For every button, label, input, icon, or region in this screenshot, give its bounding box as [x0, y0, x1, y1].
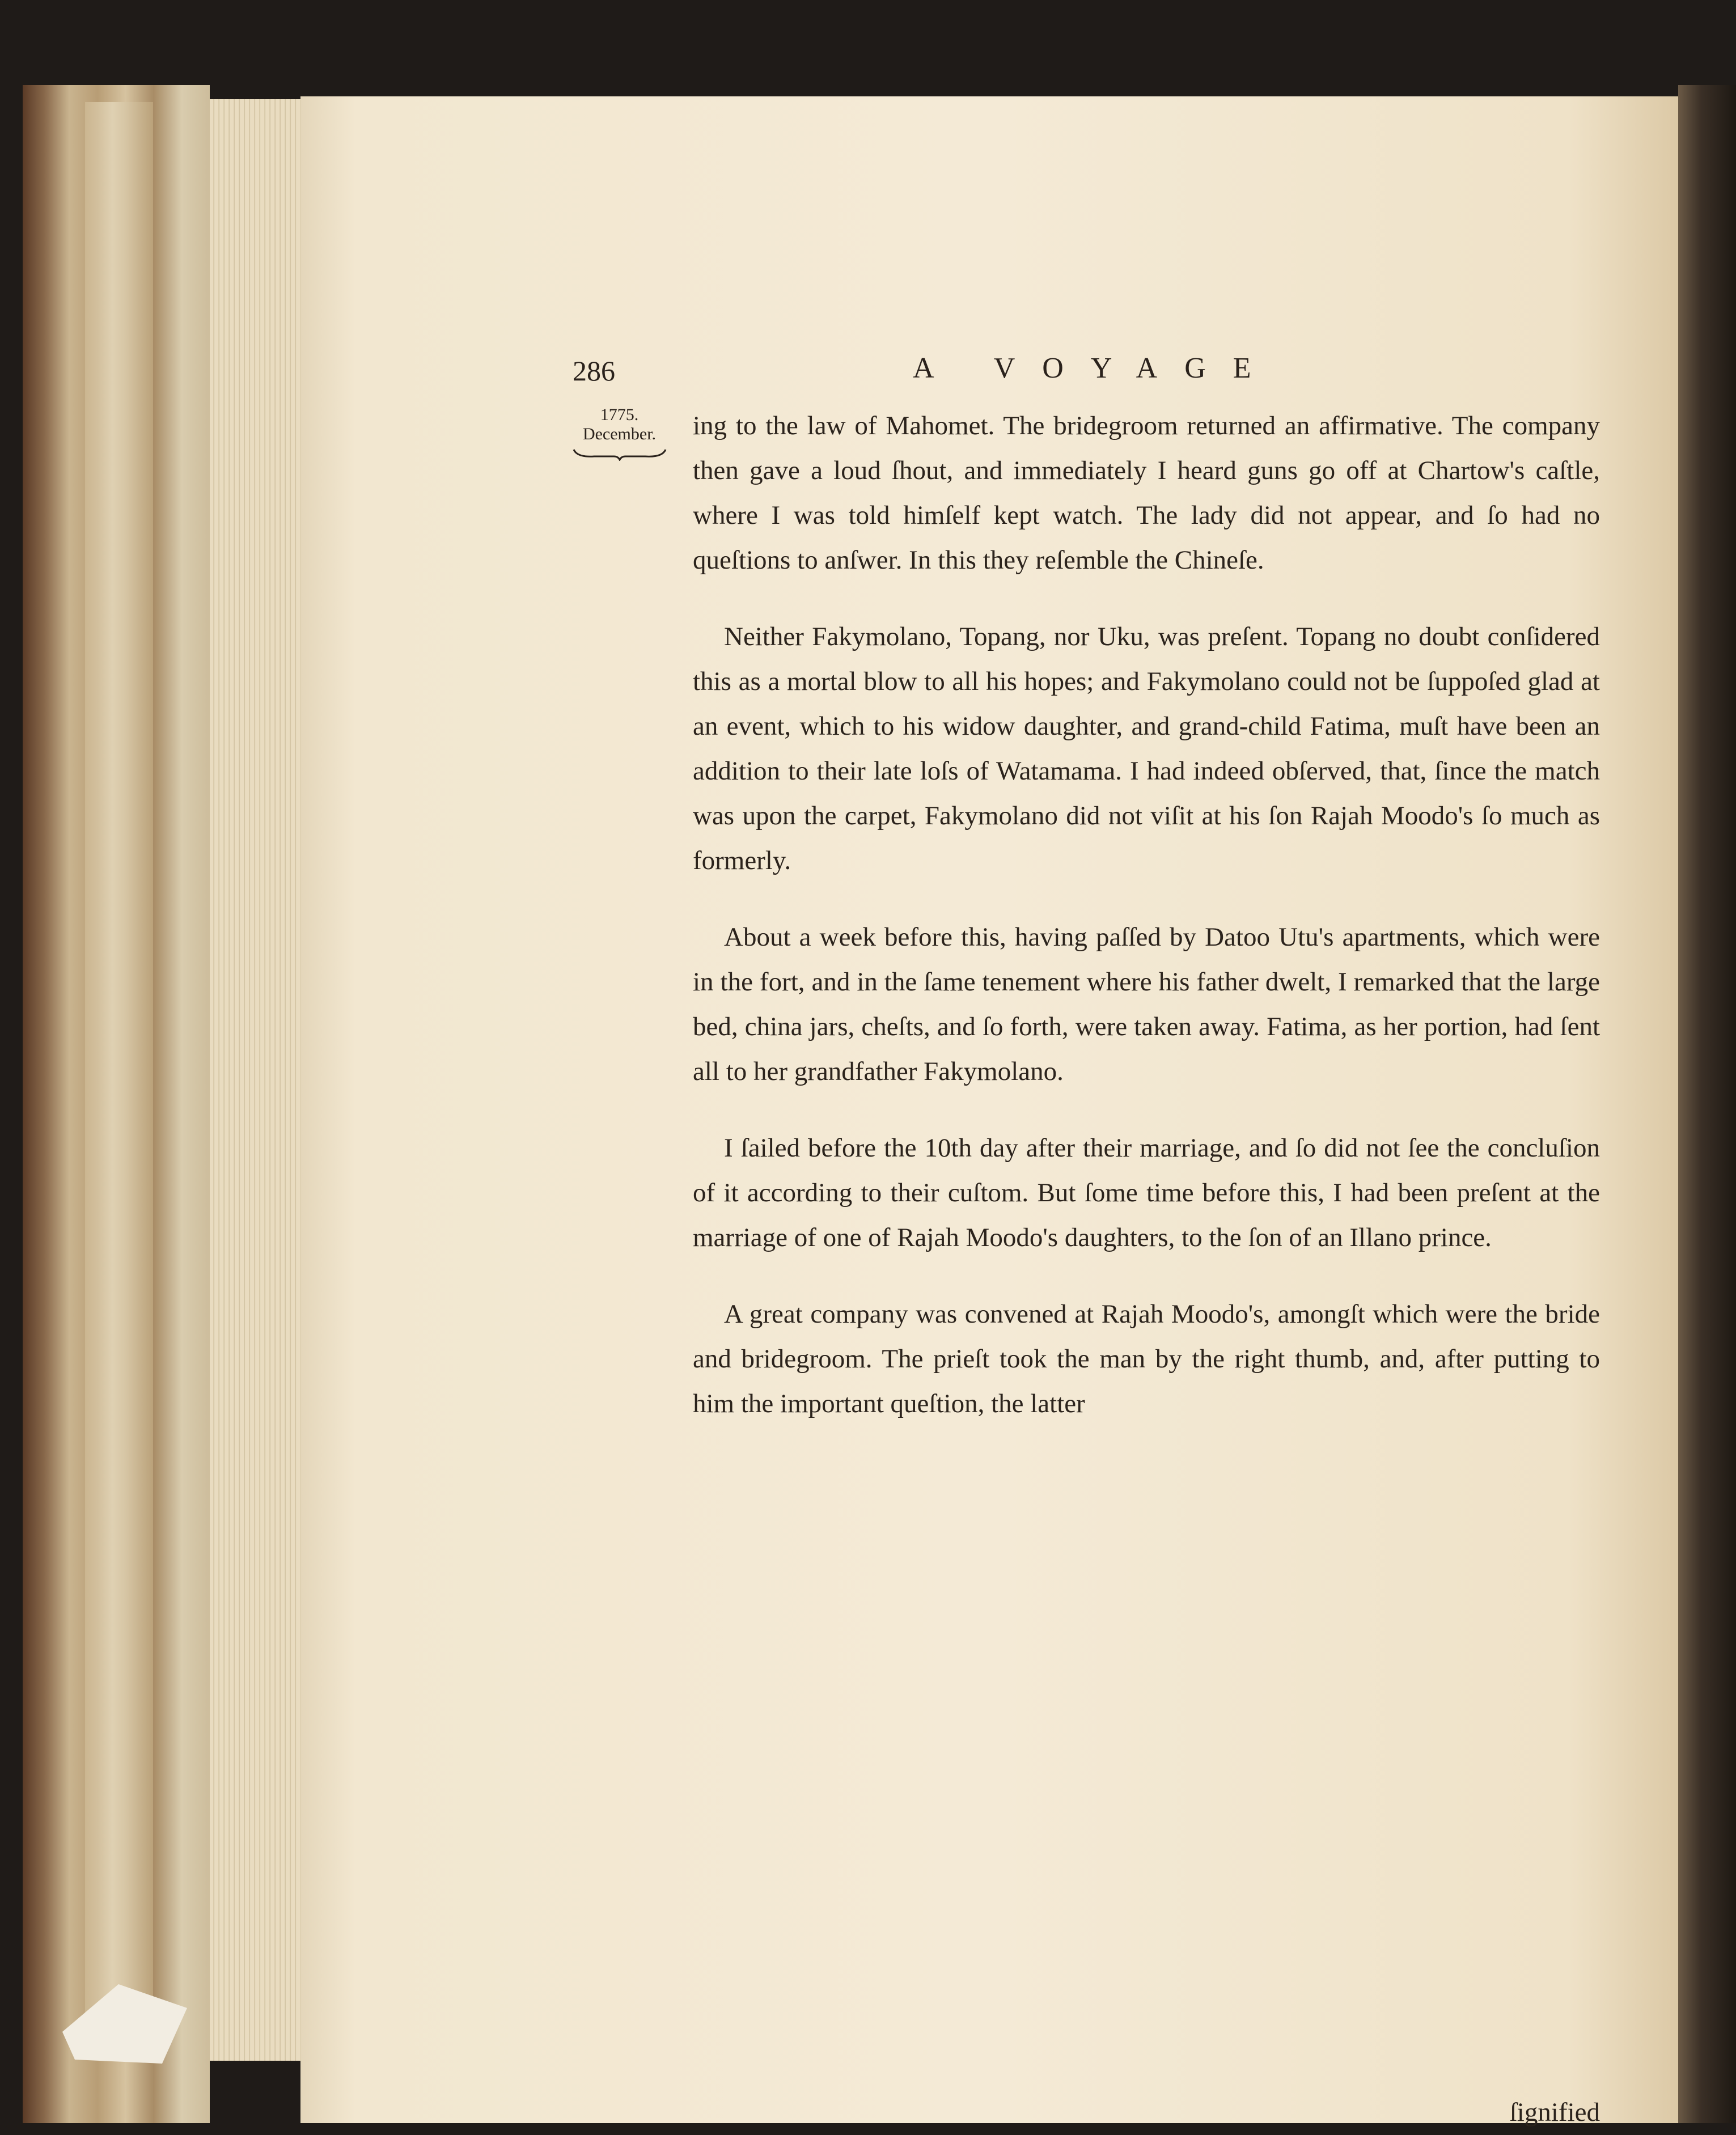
- paragraph: A great company was convened at Rajah Moodo's, amongſt which were the bride and bridegroom. The prieſt took the man by the right thumb, and, after putting to him the important queſtion, the latter: [693, 1299, 1600, 1418]
- scan-background-edge: [1678, 85, 1736, 2123]
- margin-year: 1775.: [600, 405, 639, 424]
- paragraph: I ſailed before the 10th day after their marriage, and ſo did not ſee the concluſion of it according to their cuſtom. But ſome time before this, I had been preſent at the marriage of one of Rajah Moodo's daughters, to the ſon of an Illano prince.: [693, 1133, 1600, 1252]
- binding-spine-strip: [85, 102, 153, 2058]
- catchword: ſignified: [1509, 2098, 1600, 2127]
- paragraph: About a week before this, having paſſed by Datoo Utu's apartments, which were in the fort, and in the ſame tenement where his father dwelt, I remarked that the large bed, china jars, cheſts, and ſo forth, were taken away. Fatima, as her portion, had ſent all to her grandfather Fakymolano.: [693, 922, 1600, 1086]
- margin-brace-icon: [571, 446, 668, 461]
- body-text: [693, 404, 1600, 2127]
- page-edges: [210, 99, 306, 2061]
- page-number: 286: [573, 355, 615, 387]
- running-title: A VOYAGE: [913, 352, 1278, 384]
- paragraph: ing to the law of Mahomet. The bridegroom returned an affirmative. The company then gave a loud ſhout, and immediately I heard guns go off at Chartow's caſtle, where I was told himſelf kept watch. The lady did not appear, and ſo had no queſtions to anſwer. In this they reſemble the Chineſe.: [693, 411, 1600, 575]
- paragraph: Neither Fakymolano, Topang, nor Uku, was preſent. Topang no doubt conſidered this as a mortal blow to all his hopes; and Fakymolano could not be ſuppoſed glad at an event, which to his widow daughter, and grand-child Fatima, muſt have been an addition to their late loſs of Watamama. I had indeed obſerved, that, ſince the match was upon the carpet, Fakymolano did not viſit at his ſon Rajah Moodo's ſo much as formerly.: [693, 622, 1600, 875]
- margin-date-note: [570, 405, 669, 461]
- margin-month: December.: [582, 425, 657, 443]
